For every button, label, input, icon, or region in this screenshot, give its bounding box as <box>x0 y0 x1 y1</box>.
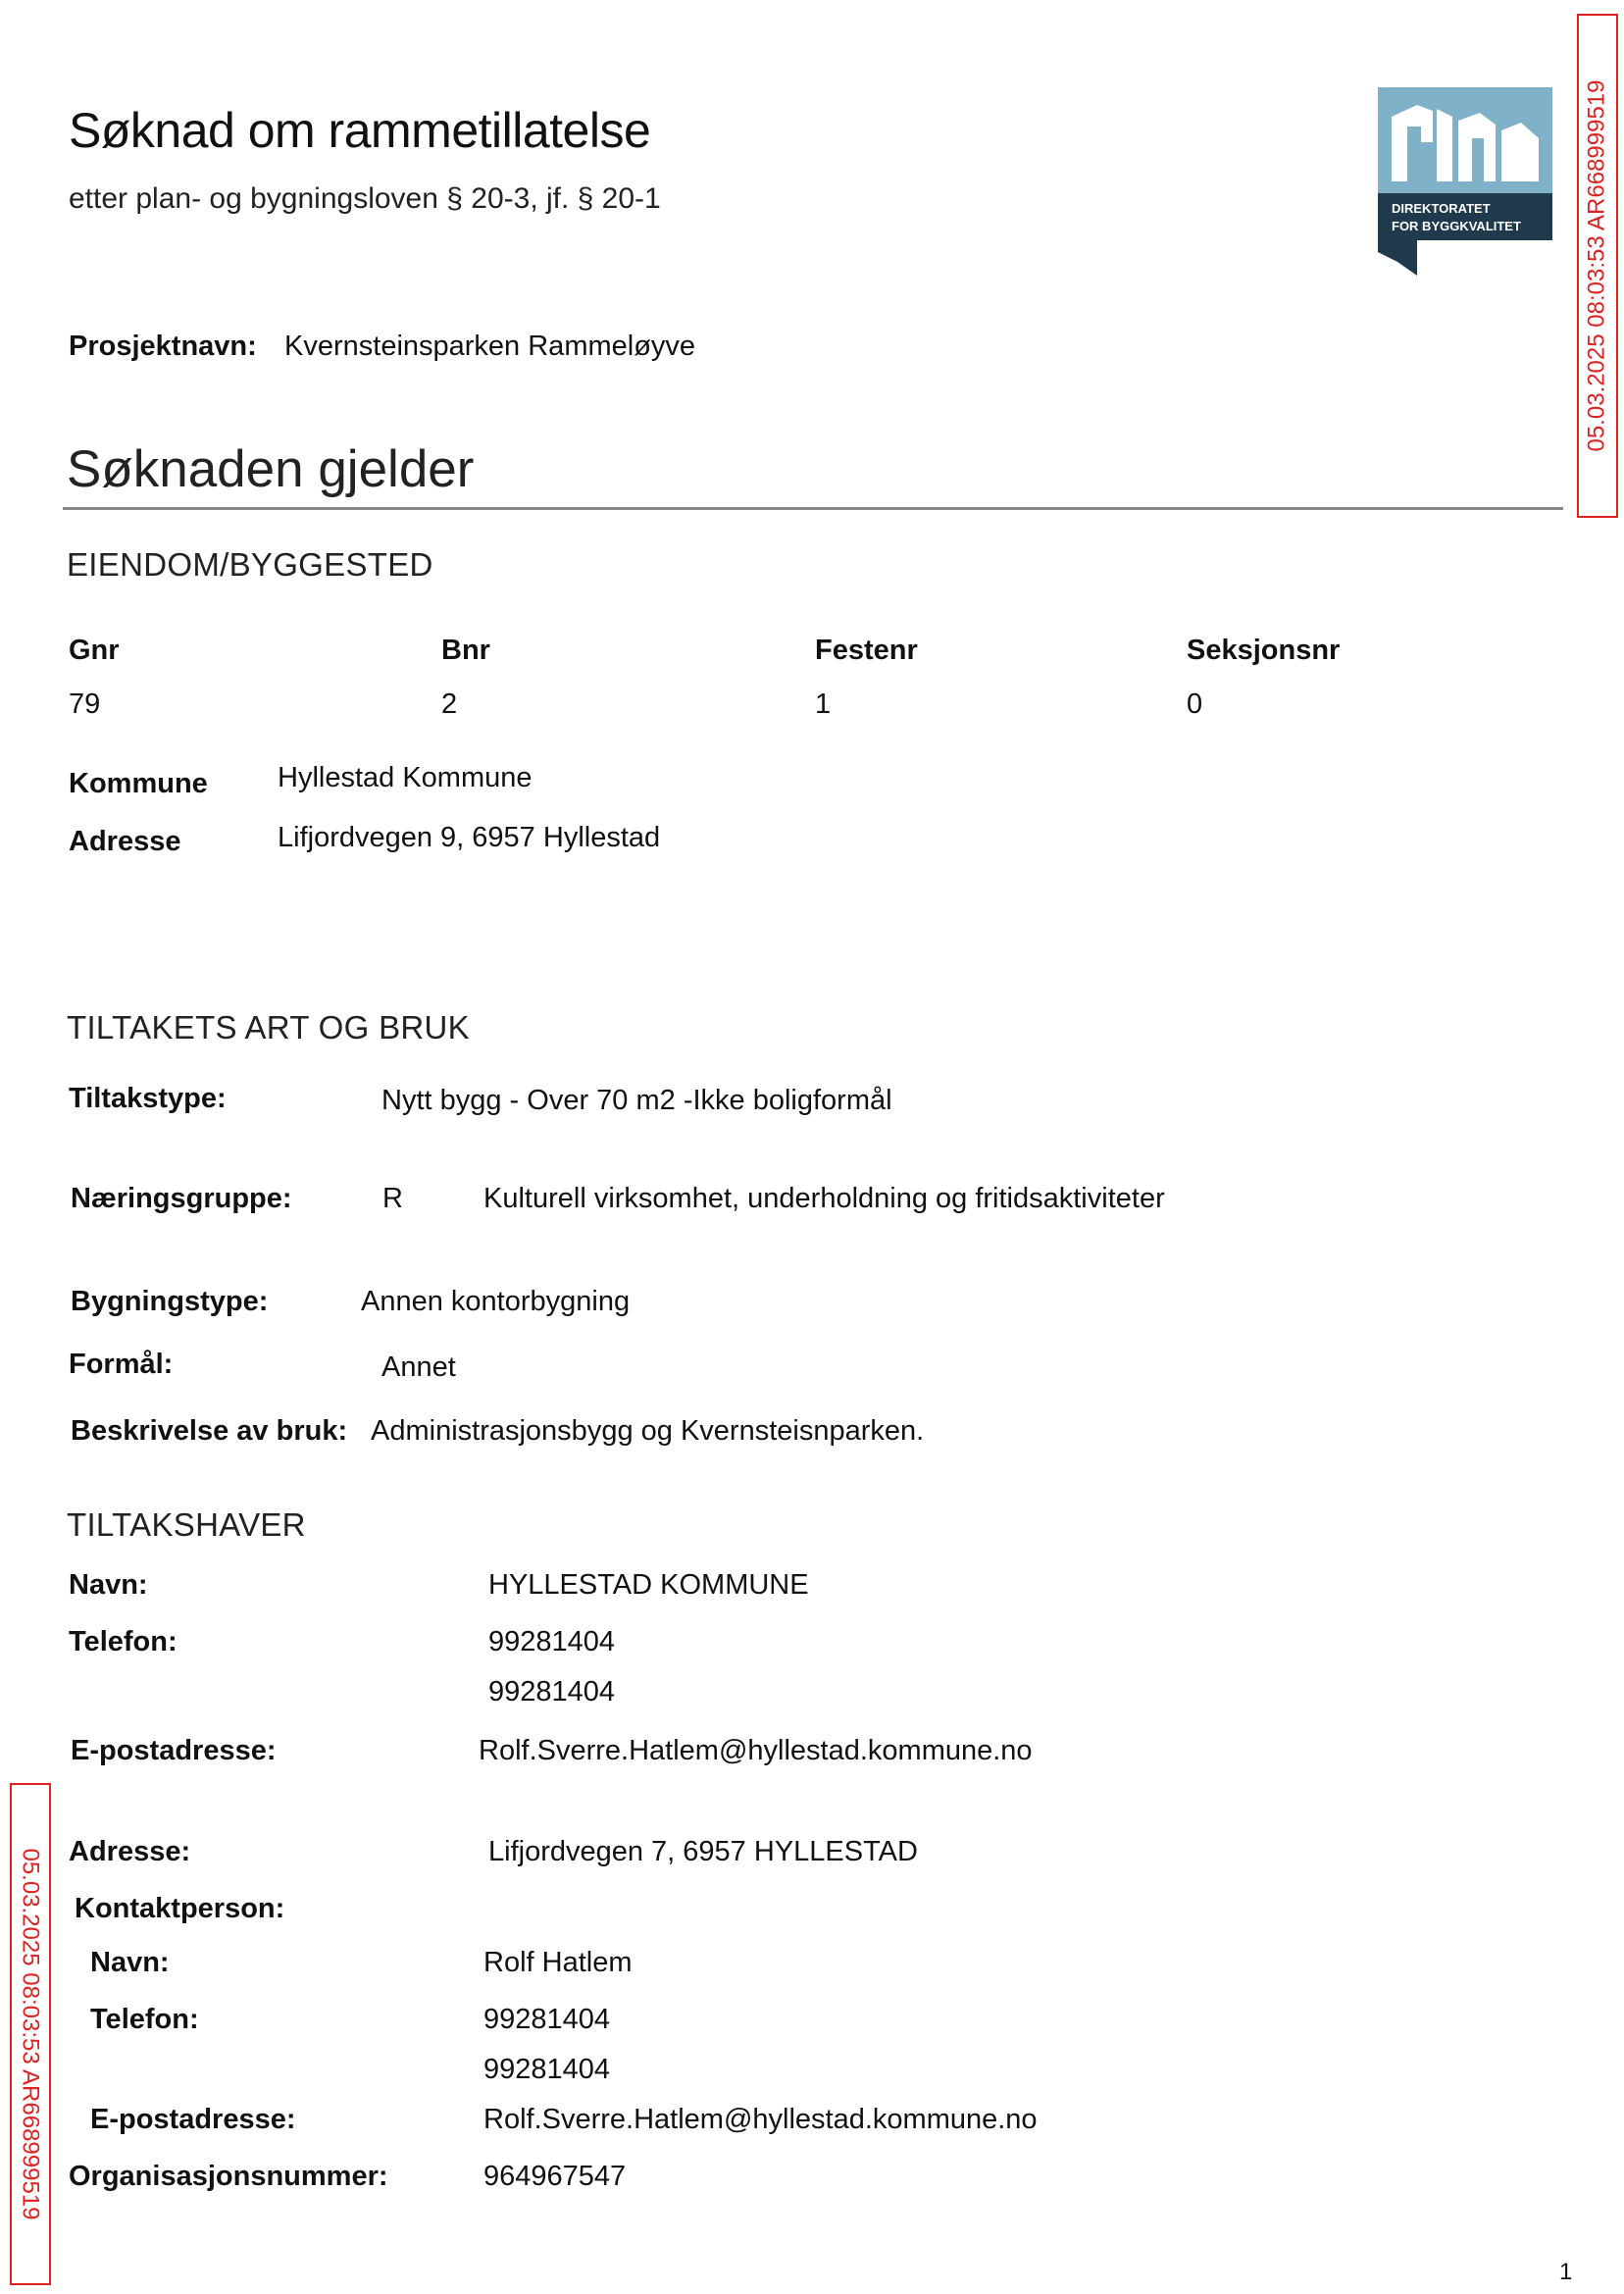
owner-adresse-label: Adresse: <box>69 1836 191 1867</box>
owner-epost-label: E-postadresse: <box>71 1735 277 1766</box>
owner-telefon-label: Telefon: <box>69 1626 178 1657</box>
festenr-value: 1 <box>815 688 832 720</box>
project-name-label: Prosjektnavn: <box>69 331 257 362</box>
seksjonsnr-value: 0 <box>1187 688 1203 720</box>
naeringsgruppe-label: Næringsgruppe: <box>71 1183 292 1214</box>
logo-line-1: DIREKTORATET <box>1392 201 1491 216</box>
dibk-logo-icon <box>1378 87 1552 276</box>
beskrivelse-label: Beskrivelse av bruk: <box>71 1415 348 1447</box>
festenr-label: Festenr <box>815 635 918 666</box>
seksjonsnr-label: Seksjonsnr <box>1187 635 1341 666</box>
page-number: 1 <box>1559 2259 1573 2285</box>
measure-heading: TILTAKETS ART OG BRUK <box>67 1009 470 1045</box>
bygningstype-value: Annen kontorbygning <box>361 1286 631 1317</box>
kontaktperson-label: Kontaktperson: <box>75 1893 285 1924</box>
section-title: Søknaden gjelder <box>67 440 475 498</box>
adresse-label: Adresse <box>69 826 181 857</box>
contact-epost-label: E-postadresse: <box>90 2104 296 2135</box>
owner-telefon-value-1: 99281404 <box>488 1626 616 1657</box>
contact-telefon-value-2: 99281404 <box>483 2054 611 2085</box>
tiltakstype-value: Nytt bygg - Over 70 m2 -Ikke boligformål <box>381 1085 892 1116</box>
gnr-value: 79 <box>69 688 101 720</box>
tiltakstype-label: Tiltakstype: <box>69 1083 227 1114</box>
orgnr-label: Organisasjonsnummer: <box>69 2161 388 2192</box>
gnr-label: Gnr <box>69 635 120 666</box>
contact-navn-value: Rolf Hatlem <box>483 1947 633 1978</box>
adresse-value: Lifjordvegen 9, 6957 Hyllestad <box>278 822 661 853</box>
timestamp-stamp-top <box>1577 14 1618 518</box>
owner-telefon-value-2: 99281404 <box>488 1676 616 1708</box>
beskrivelse-value: Administrasjonsbygg og Kvernsteisnparken. <box>371 1415 925 1447</box>
contact-epost-value: Rolf.Sverre.Hatlem@hyllestad.kommune.no <box>483 2104 1038 2135</box>
owner-adresse-value: Lifjordvegen 7, 6957 HYLLESTAD <box>488 1836 918 1867</box>
owner-epost-value: Rolf.Sverre.Hatlem@hyllestad.kommune.no <box>479 1735 1033 1766</box>
timestamp-stamp-top-text: 05.03.2025 08:03:53 AR668999519 <box>1584 79 1610 452</box>
owner-heading: TILTAKSHAVER <box>67 1506 306 1543</box>
project-name-value: Kvernsteinsparken Rammeløyve <box>284 331 696 362</box>
kommune-value: Hyllestad Kommune <box>278 762 533 793</box>
formal-label: Formål: <box>69 1349 174 1380</box>
bnr-label: Bnr <box>441 635 490 666</box>
document-title: Søknad om rammetillatelse <box>69 103 651 158</box>
bygningstype-label: Bygningstype: <box>71 1286 269 1317</box>
contact-navn-label: Navn: <box>90 1947 170 1978</box>
dibk-logo <box>1378 87 1552 276</box>
naeringsgruppe-value: Kulturell virksomhet, underholdning og fritidsaktiviteter <box>483 1183 1165 1214</box>
naeringsgruppe-code: R <box>382 1183 403 1214</box>
logo-line-2: FOR BYGGKVALITET <box>1392 219 1521 233</box>
property-heading: EIENDOM/BYGGESTED <box>67 546 433 583</box>
contact-telefon-label: Telefon: <box>90 2004 199 2035</box>
document-subtitle: etter plan- og bygningsloven § 20-3, jf. § 20-1 <box>69 182 661 215</box>
formal-value: Annet <box>381 1351 456 1383</box>
timestamp-stamp-bottom-text: 05.03.2025 08:03:53 AR668999519 <box>18 1848 44 2220</box>
owner-navn-value: HYLLESTAD KOMMUNE <box>488 1569 809 1601</box>
timestamp-stamp-bottom <box>10 1783 51 2285</box>
contact-telefon-value-1: 99281404 <box>483 2004 611 2035</box>
kommune-label: Kommune <box>69 768 208 799</box>
section-divider <box>63 507 1563 510</box>
bnr-value: 2 <box>441 688 458 720</box>
owner-navn-label: Navn: <box>69 1569 148 1601</box>
orgnr-value: 964967547 <box>483 2161 627 2192</box>
